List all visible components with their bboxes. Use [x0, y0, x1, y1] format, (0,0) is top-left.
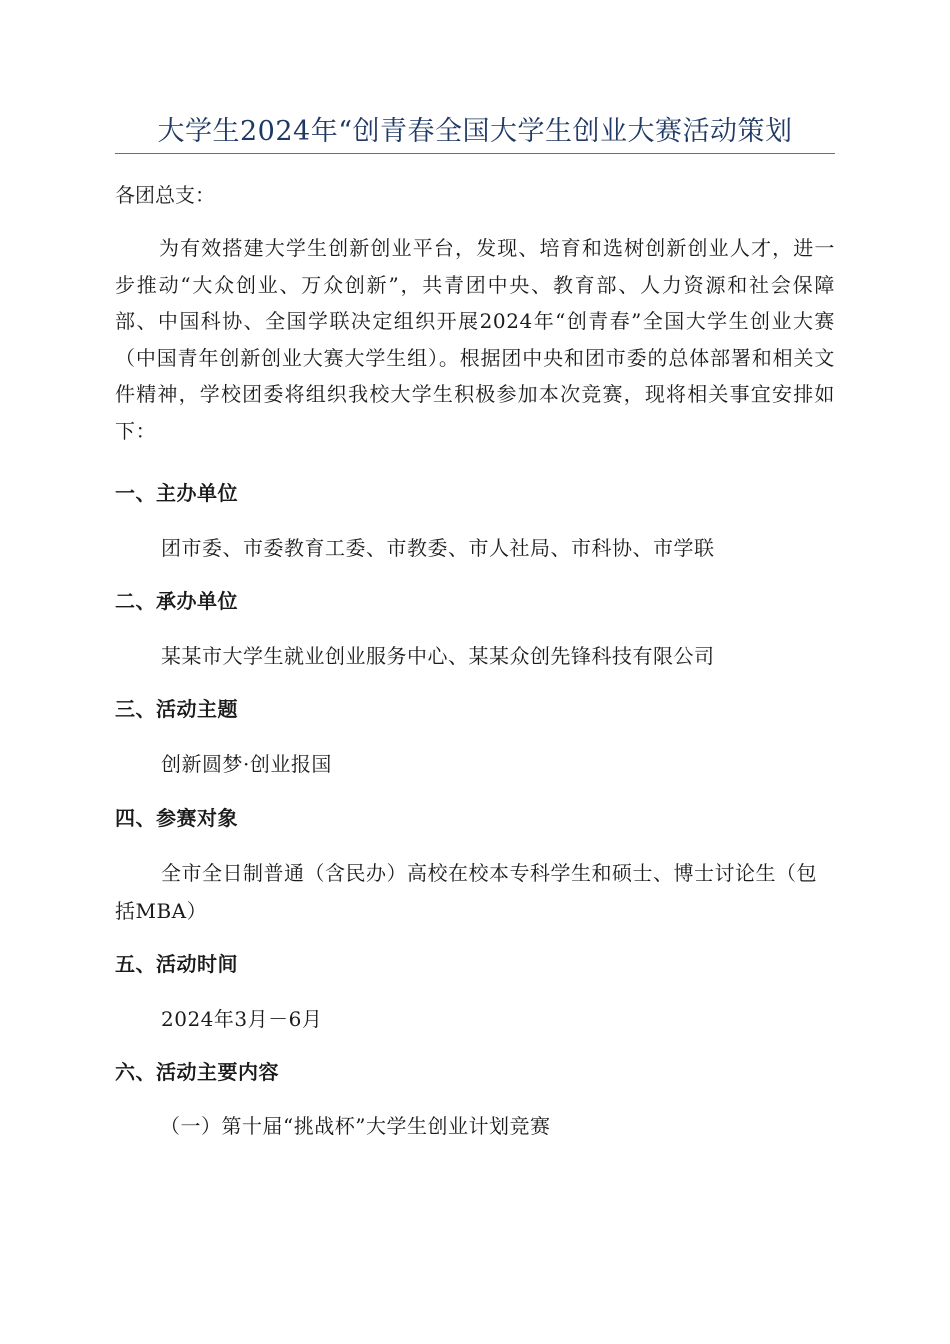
intro-paragraph: 为有效搭建大学生创新创业平台，发现、培育和选树创新创业人才，进一步推动“大众创业、万众创新”，共青团中央、教育部、人力资源和社会保障部、中国科协、全国学联决定组织开展2024年“创青春”全国大学生创业大赛（中国青年创新创业大赛大学生组）。根据团中央和团市委的总体部署和相关文件精神，学校团委将组织我校大学生积极参加本次竞赛，现将相关事宜安排如下： — [115, 236, 835, 443]
section-body-theme: 创新圆梦·创业报国 — [161, 752, 332, 776]
section-heading-organizer: 一、主办单位 — [115, 481, 238, 505]
section-heading-theme: 三、活动主题 — [115, 697, 238, 721]
salutation: 各团总支： — [115, 183, 215, 207]
section-body-co-organizer: 某某市大学生就业创业服务中心、某某众创先锋科技有限公司 — [161, 644, 715, 668]
title-underline — [115, 153, 835, 154]
section-heading-time: 五、活动时间 — [115, 952, 238, 976]
section-body-organizer: 团市委、市委教育工委、市教委、市人社局、市科协、市学联 — [161, 536, 715, 560]
section-heading-co-organizer: 二、承办单位 — [115, 589, 238, 613]
document-title: 大学生2024年“创青春全国大学生创业大赛活动策划 — [157, 116, 793, 147]
subsection-heading-1: （一）第十届“挑战杯”大学生创业计划竞赛 — [160, 1114, 551, 1138]
section-heading-participants: 四、参赛对象 — [115, 806, 238, 830]
section-body-participants: 全市全日制普通（含民办）高校在校本专科学生和硕士、博士讨论生（包括MBA） — [115, 861, 817, 923]
section-body-time: 2024年3月－6月 — [161, 1007, 323, 1031]
section-heading-content: 六、活动主要内容 — [115, 1060, 279, 1084]
